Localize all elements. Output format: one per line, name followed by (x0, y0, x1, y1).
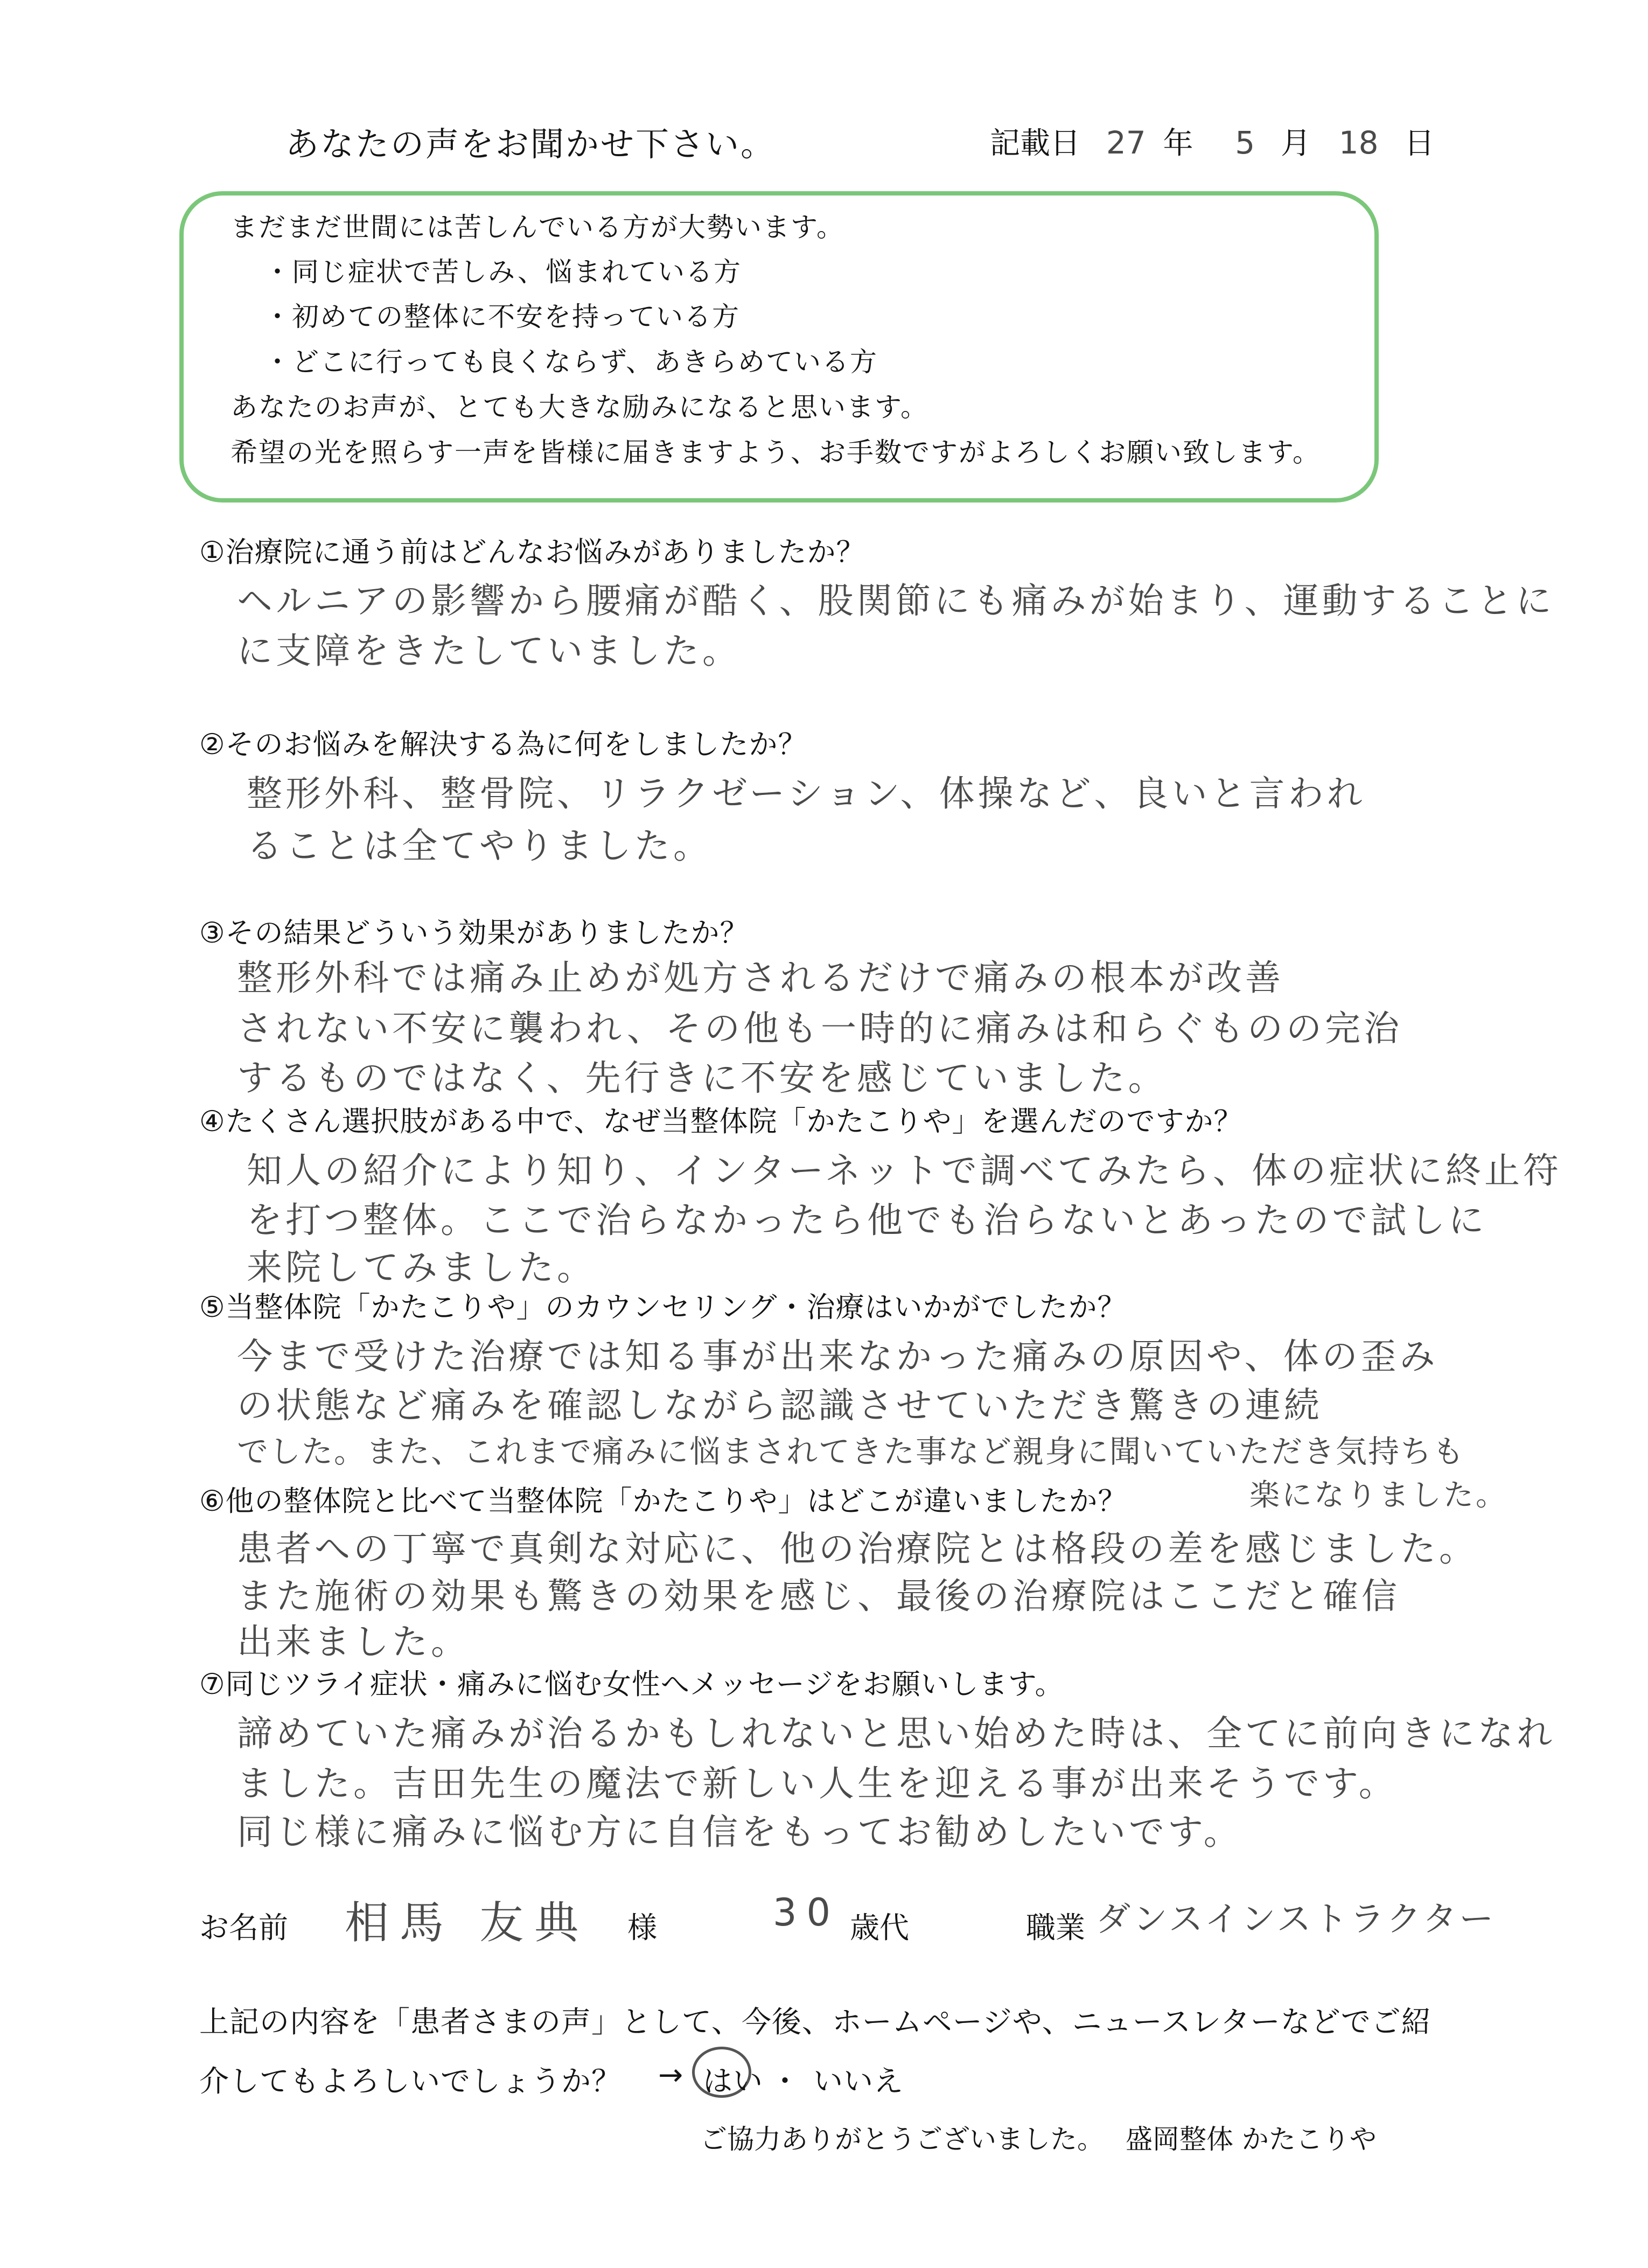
clinic-name: 盛岡整体 かたこりや (1126, 2124, 1377, 2155)
page-title: あなたの声をお聞かせ下さい。 (285, 124, 776, 164)
answer-2-line: ることは全てやりました。 (247, 825, 712, 867)
answer-6-line: 出来ました。 (237, 1621, 470, 1663)
question-4: ④たくさん選択肢がある中で、なぜ当整体院「かたこりや」を選んだのですか？ (199, 1105, 1243, 1138)
question-2: ②そのお悩みを解決する為に何をしましたか？ (199, 728, 807, 761)
intro-line: まだまだ世間には苦しんでいる方が大勢います。 (231, 212, 844, 243)
honorific: 様 (627, 1910, 658, 1945)
answer-3-line: するものではなく、先行きに不安を感じていました。 (237, 1057, 1167, 1099)
name-label: お名前 (199, 1910, 289, 1945)
answer-1-line: ヘルニアの影響から腰痛が酷く、股関節にも痛みが始まり、運動することに (237, 580, 1555, 622)
entry-date (990, 120, 1434, 163)
date-label: 記載日 (990, 126, 1080, 161)
age-value: 30 (773, 1890, 841, 1935)
name-value: 相馬 友典 (345, 1897, 590, 1949)
date-month-unit: 月 (1280, 126, 1311, 161)
question-1: ①治療院に通う前はどんなお悩みがありましたか？ (199, 536, 865, 569)
intro-line: ・初めての整体に不安を持っている方 (264, 301, 740, 332)
answer-5-line: 今まで受けた治療では知る事が出来なかった痛みの原因や、体の歪み (237, 1336, 1438, 1377)
answer-6-line: また施術の効果も驚きの効果を感じ、最後の治療院はここだと確信 (237, 1575, 1400, 1617)
consent-text: 介してもよろしいでしょうか？ (199, 2064, 622, 2098)
date-day: 18 (1338, 124, 1379, 161)
date-year: 27 (1106, 124, 1146, 161)
answer-2-line: 整形外科、整骨院、リラクゼーション、体操など、良いと言われ (247, 773, 1366, 814)
intro-line: ・同じ症状で苦しみ、悩まれている方 (264, 256, 742, 288)
job-label: 職業 (1026, 1910, 1086, 1945)
answer-4-line: 来院してみました。 (247, 1247, 596, 1288)
intro-line: あなたのお声が、とても大きな励みになると思います。 (231, 392, 928, 423)
answer-4-line: 知人の紹介により知り、インターネットで調べてみたら、体の症状に終止符 (247, 1150, 1562, 1191)
date-day-unit: 日 (1404, 126, 1435, 161)
question-3: ③その結果どういう効果がありましたか？ (199, 917, 749, 950)
consent-yes-option[interactable]: はい (703, 2064, 764, 2098)
answer-3-line: されない不安に襲われ、その他も一時的に痛みは和らぐものの完治 (237, 1008, 1402, 1049)
thanks-text: ご協力ありがとうございました。 (700, 2124, 1104, 2155)
question-5: ⑤当整体院「かたこりや」のカウンセリング・治療はいかがでしたか？ (199, 1291, 1127, 1324)
answer-7-line: ました。吉田先生の魔法で新しい人生を迎える事が出来そうです。 (237, 1763, 1398, 1804)
answer-4-line: を打つ整体。ここで治らなかったら他でも治らないとあったので試しに (247, 1199, 1488, 1241)
consent-no-option[interactable]: いいえ (813, 2064, 904, 2098)
answer-6-line: 患者への丁寧で真剣な対応に、他の治療院とは格段の差を感じました。 (237, 1528, 1478, 1569)
consent-text: 上記の内容を「患者さまの声」として、今後、ホームページや、ニュースレターなどでご紹 (199, 2005, 1431, 2039)
answer-7-line: 同じ様に痛みに悩む方に自信をもってお勧めしたいです。 (237, 1811, 1242, 1853)
arrow: → (658, 2057, 684, 2092)
date-year-unit: 年 (1163, 126, 1193, 161)
answer-5-line: の状態など痛みを確認しながら認識させていただき驚きの連続 (237, 1385, 1323, 1426)
answer-7-line: 諦めていた痛みが治るかもしれないと思い始めた時は、全てに前向きになれ (237, 1713, 1555, 1754)
option-separator: ・ (770, 2064, 801, 2098)
job-value: ダンスインストラクター (1096, 1900, 1496, 1939)
answer-5-line: でした。また、これまで痛みに悩まされてきた事など親身に聞いていただき気持ちも (237, 1433, 1465, 1470)
intro-line: 希望の光を照らす一声を皆様に届きますよう、お手数ですがよろしくお願い致します。 (231, 437, 1321, 468)
question-6: ⑥他の整体院と比べて当整体院「かたこりや」はどこが違いましたか？ (199, 1485, 1127, 1518)
answer-1-line: に支障をきたしていました。 (237, 630, 741, 672)
answer-5-line: 楽になりました。 (1249, 1478, 1508, 1513)
question-7: ⑦同じツライ症状・痛みに悩む女性へメッセージをお願いします。 (199, 1668, 1064, 1701)
intro-line: ・どこに行っても良くならず、あきらめている方 (264, 346, 878, 378)
answer-3-line: 整形外科では痛み止めが処方されるだけで痛みの根本が改善 (237, 957, 1284, 999)
age-label: 歳代 (850, 1910, 910, 1945)
date-month: 5 (1235, 124, 1255, 161)
